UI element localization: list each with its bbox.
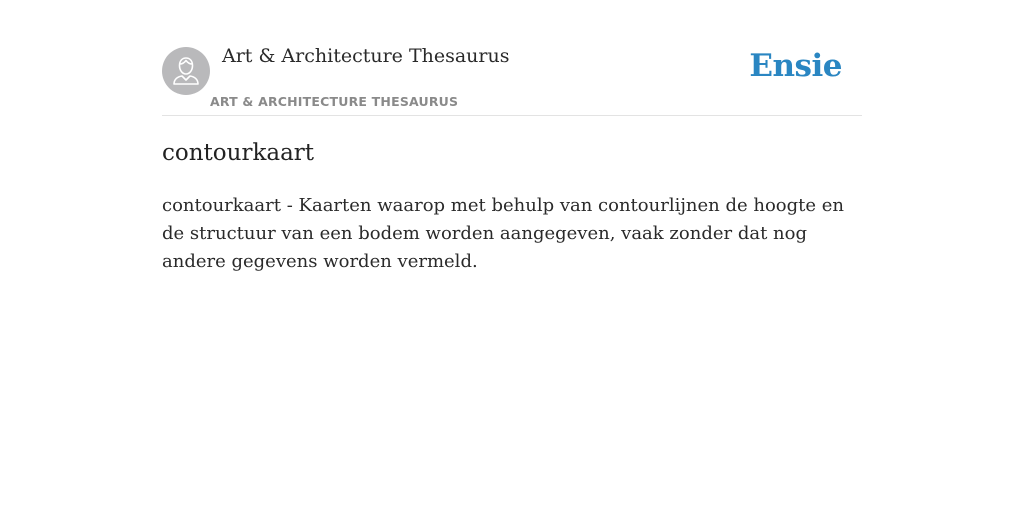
- brand-logo-link[interactable]: Ensie: [749, 48, 842, 84]
- author-subtitle: ART & ARCHITECTURE THESAURUS: [210, 94, 459, 109]
- user-icon: [162, 47, 210, 95]
- author-name[interactable]: Art & Architecture Thesaurus: [222, 45, 510, 67]
- page-container: [162, 0, 862, 272]
- entry-title: contourkaart: [162, 140, 315, 166]
- page-header: [162, 0, 862, 116]
- avatar[interactable]: [162, 47, 210, 95]
- entry-definition: contourkaart - Kaarten waarop met behulp van contourlijnen de hoogte en de structuur van een bodem worden aangegeven, vaak zonder dat nog andere gegevens worden vermeld.: [162, 195, 845, 272]
